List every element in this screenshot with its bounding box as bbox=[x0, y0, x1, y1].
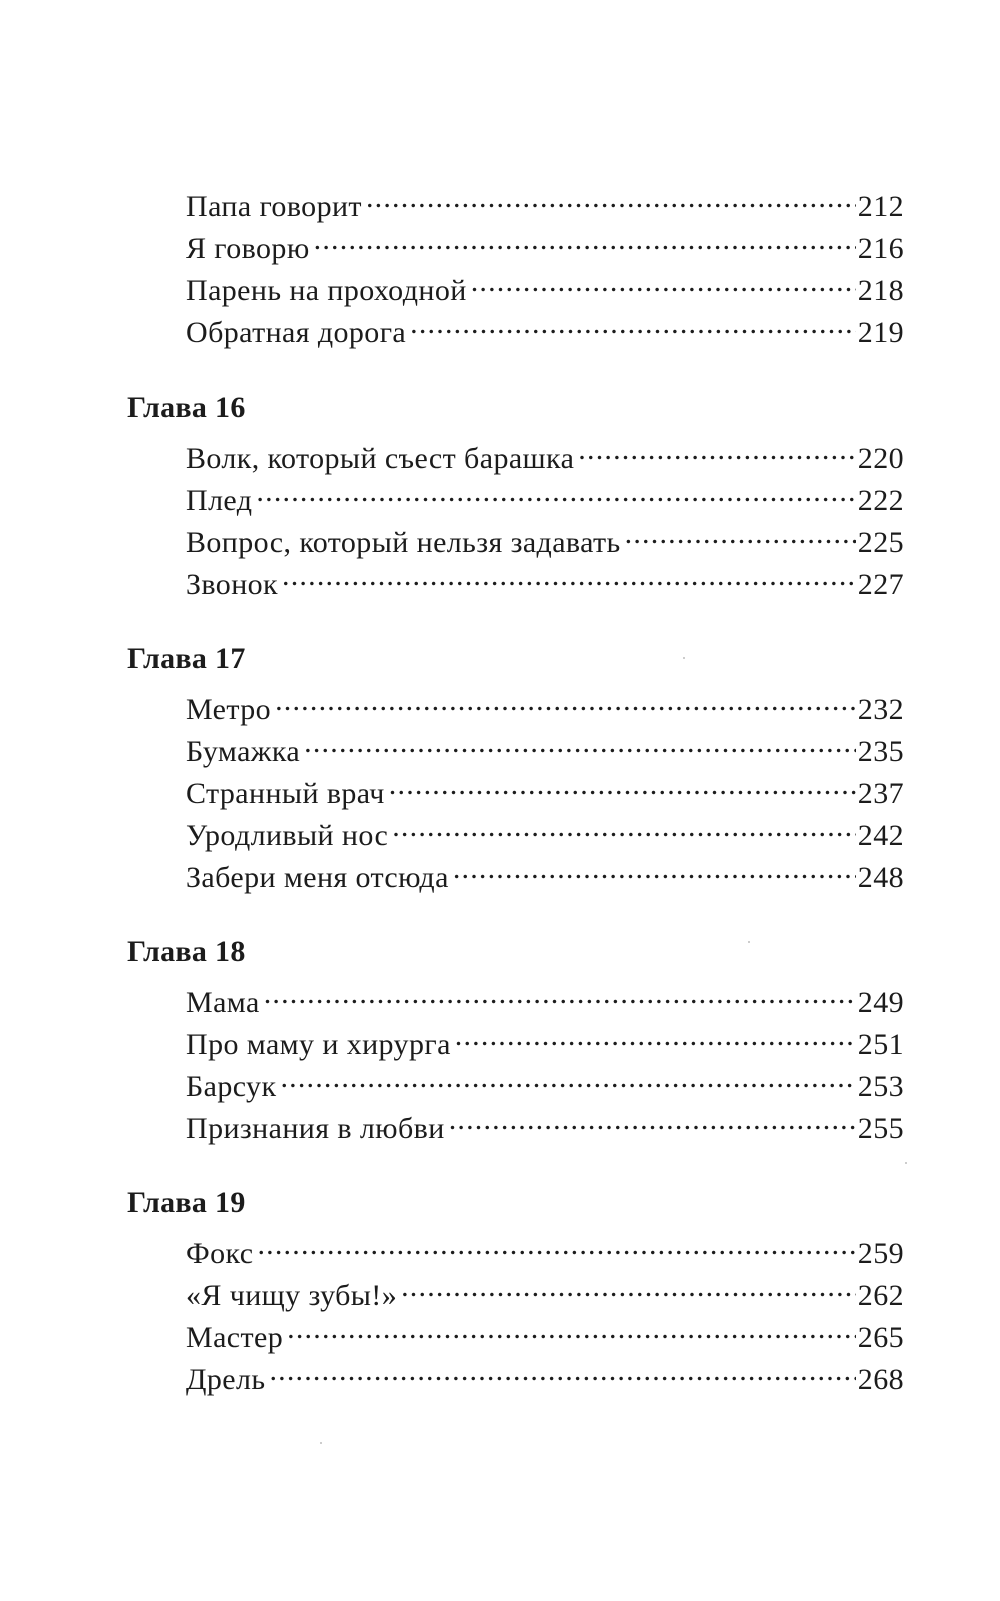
toc-entry bbox=[186, 809, 904, 852]
toc-entry-page: 242 bbox=[857, 819, 904, 852]
chapter-heading: Глава 17 bbox=[127, 642, 246, 675]
toc-entry-title: Мастер bbox=[186, 1321, 284, 1354]
dot-leader bbox=[366, 180, 856, 216]
toc-entry-page: 216 bbox=[857, 232, 904, 265]
toc-entry-page: 268 bbox=[857, 1363, 904, 1396]
toc-entry-page: 251 bbox=[857, 1028, 904, 1061]
toc-entry bbox=[186, 1353, 904, 1396]
toc-entry-title: Мама bbox=[186, 986, 260, 1019]
toc-entry bbox=[186, 851, 904, 894]
toc-entry-title: Звонок bbox=[186, 568, 279, 601]
toc-entry-title: Волк, который съест барашка bbox=[186, 442, 575, 475]
toc-entry bbox=[186, 1102, 904, 1145]
toc-entry-title: Забери меня отсюда bbox=[186, 861, 449, 894]
toc-entry-title: Парень на проходной bbox=[186, 274, 467, 307]
toc-entry bbox=[186, 1018, 904, 1061]
toc-entry-page: 249 bbox=[857, 986, 904, 1019]
toc-entry bbox=[186, 1060, 904, 1103]
dot-leader bbox=[280, 1060, 855, 1096]
toc-entry bbox=[186, 180, 904, 223]
toc-entry-title: Я говорю bbox=[186, 232, 310, 265]
dot-leader bbox=[282, 558, 856, 594]
toc-entry-page: 220 bbox=[857, 442, 904, 475]
toc-entry bbox=[186, 516, 904, 559]
toc-entry-title: Бумажка bbox=[186, 735, 301, 768]
chapter-heading: Глава 18 bbox=[127, 935, 246, 968]
toc-entry-title: Фокс bbox=[186, 1237, 254, 1270]
toc-entry bbox=[186, 1227, 904, 1270]
toc-entry bbox=[186, 767, 904, 810]
dot-leader bbox=[410, 306, 856, 342]
toc-entry-title: Признания в любви bbox=[186, 1112, 445, 1145]
dot-leader bbox=[269, 1353, 855, 1389]
chapter-heading: Глава 19 bbox=[127, 1186, 246, 1219]
toc-entry-page: 237 bbox=[857, 777, 904, 810]
toc-entry-title: Плед bbox=[186, 484, 253, 517]
toc-entry-page: 218 bbox=[857, 274, 904, 307]
toc-entry-page: 227 bbox=[857, 568, 904, 601]
toc-entry bbox=[186, 1269, 904, 1312]
dot-leader bbox=[389, 767, 856, 803]
toc-entry-title: Уродливый нос bbox=[186, 819, 389, 852]
toc-entry-title: Папа говорит bbox=[186, 190, 362, 223]
toc-entry-title: «Я чищу зубы!» bbox=[186, 1279, 398, 1312]
dot-leader bbox=[453, 851, 856, 887]
dot-leader bbox=[625, 516, 856, 552]
toc-entry-title: Барсук bbox=[186, 1070, 277, 1103]
toc-entry-page: 219 bbox=[857, 316, 904, 349]
dot-leader bbox=[264, 976, 856, 1012]
toc-entry-title: Вопрос, который нельзя задавать bbox=[186, 526, 621, 559]
toc-entry-title: Обратная дорога bbox=[186, 316, 407, 349]
dot-leader bbox=[275, 683, 856, 719]
dot-leader bbox=[257, 1227, 855, 1263]
toc-entry bbox=[186, 725, 904, 768]
toc-entry-page: 235 bbox=[857, 735, 904, 768]
dot-leader bbox=[304, 725, 856, 761]
toc-entry-title: Про маму и хирурга bbox=[186, 1028, 451, 1061]
paper-speck bbox=[748, 941, 750, 943]
toc-entry-page: 225 bbox=[857, 526, 904, 559]
toc-entry bbox=[186, 222, 904, 265]
toc-entry bbox=[186, 1311, 904, 1354]
toc-entry-page: 212 bbox=[857, 190, 904, 223]
dot-leader bbox=[578, 432, 856, 468]
dot-leader bbox=[256, 474, 855, 510]
toc-entry-page: 259 bbox=[857, 1237, 904, 1270]
toc-entry-title: Дрель bbox=[186, 1363, 266, 1396]
toc-entry-title: Странный врач bbox=[186, 777, 385, 810]
dot-leader bbox=[314, 222, 856, 258]
paper-speck bbox=[320, 1442, 322, 1444]
toc-entry-page: 253 bbox=[857, 1070, 904, 1103]
toc-entry bbox=[186, 474, 904, 517]
toc-entry-page: 262 bbox=[857, 1279, 904, 1312]
toc-entry bbox=[186, 264, 904, 307]
toc-entry bbox=[186, 432, 904, 475]
paper-speck bbox=[905, 1162, 907, 1164]
toc-entry-page: 222 bbox=[857, 484, 904, 517]
toc-entry bbox=[186, 306, 904, 349]
dot-leader bbox=[449, 1102, 856, 1138]
toc-entry-page: 265 bbox=[857, 1321, 904, 1354]
toc-entry-page: 232 bbox=[857, 693, 904, 726]
toc-entry bbox=[186, 683, 904, 726]
paper-speck bbox=[683, 657, 685, 659]
dot-leader bbox=[392, 809, 856, 845]
toc-entry-title: Метро bbox=[186, 693, 272, 726]
toc-entry bbox=[186, 558, 904, 601]
toc-entry-page: 248 bbox=[857, 861, 904, 894]
dot-leader bbox=[455, 1018, 856, 1054]
dot-leader bbox=[287, 1311, 856, 1347]
dot-leader bbox=[401, 1269, 856, 1305]
toc-entry bbox=[186, 976, 904, 1019]
dot-leader bbox=[471, 264, 856, 300]
chapter-heading: Глава 16 bbox=[127, 391, 246, 424]
toc-entry-page: 255 bbox=[857, 1112, 904, 1145]
